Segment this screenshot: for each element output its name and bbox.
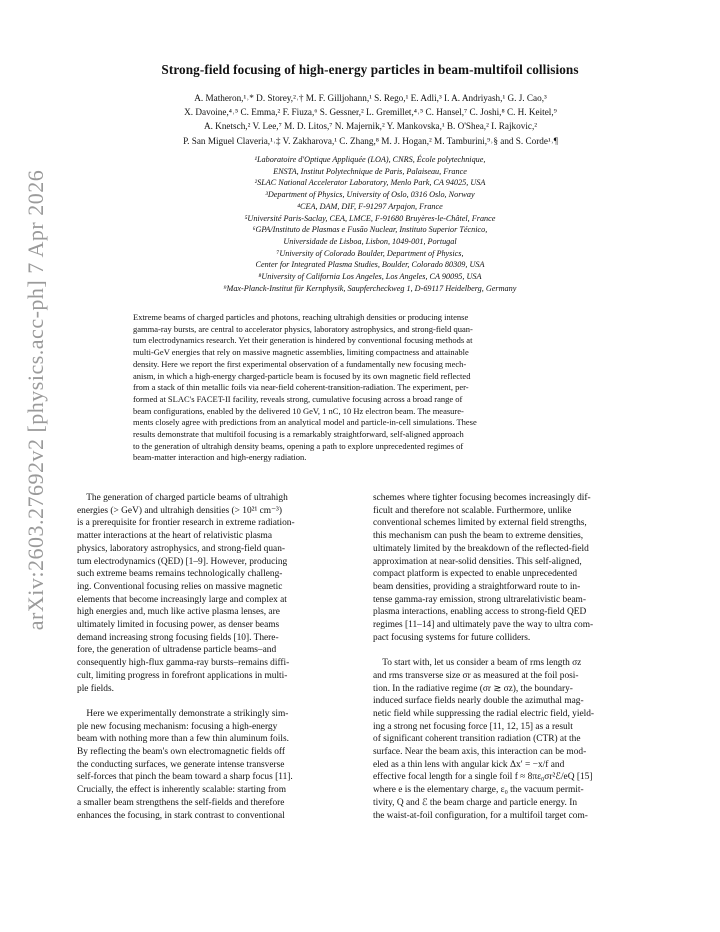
affiliation-line: ³Department of Physics, University of Oslo, 0316 Oslo, Norway (265, 190, 475, 200)
body-text-line: this mechanism can push the beam to extreme densities, (373, 531, 584, 542)
affiliation-line: ⁸University of California Los Angeles, Los Angeles, CA 90095, USA (258, 272, 482, 282)
body-text-line: Crucially, the effect is inherently scalable: starting from (77, 785, 287, 796)
affiliation-line: ⁵Université Paris-Saclay, CEA, LMCE, F-91680 Bruyères-le-Châtel, France (244, 213, 496, 223)
abstract (133, 312, 589, 464)
body-text-line: beam densities, providing a straightforward route to in- (373, 581, 581, 592)
paper-title: Strong-field focusing of high-energy particles in beam-multifoil collisions (161, 62, 579, 77)
affiliation-line: Center for Integrated Plasma Studies, Boulder, Colorado 80309, USA (255, 260, 485, 270)
body-text-line: eled as a thin lens with angular kick Δx′ = −x/f and (373, 759, 565, 770)
abstract-line: to the generation of ultrahigh density beams, opening a path to explore unprecedented regimes of (133, 440, 464, 451)
body-text-line: effective focal length for a single foil f ≈ 8πε₀σr²ℰ/eQ [15] (373, 772, 593, 783)
body-text-line: physics, laboratory astrophysics, and strong-field quan- (77, 543, 286, 554)
abstract-line: anism, in which a high-energy charged-particle beam is focused by its own magnetic field reflected (133, 370, 471, 381)
abstract-line: gamma-ray bursts, are central to accelerator physics, laboratory astrophysics, and strong-field quan- (133, 323, 473, 334)
body-text-line: By reflecting the beam's own electromagnetic fields off (77, 747, 285, 758)
body-text-line: To start with, let us consider a beam of rms length σz (373, 658, 582, 669)
body-text-line: The generation of charged particle beams of ultrahigh (77, 493, 288, 503)
body-text-line: tion. In the radiative regime (σr ≳ σz), the boundary- (373, 683, 573, 694)
body-text-line: enhances the focusing, in stark contrast to conventional (77, 810, 285, 821)
body-text-line: such extreme beams remains technologically challeng- (77, 569, 283, 580)
body-text-line: pact focusing systems for future colliders. (373, 632, 531, 643)
body-column-right (373, 492, 651, 822)
abstract-line: density. Here we report the first experimental observation of a fundamentally new focusing mech- (133, 358, 467, 369)
abstract-line: results demonstrate that multifoil focusing is a remarkably straightforward, self-aligned approach (133, 429, 464, 440)
body-text-line: self-forces that pinch the beam toward a sharp focus [11]. (77, 772, 293, 783)
author-list (78, 91, 663, 148)
body-text-line: ple fields. (77, 683, 114, 694)
abstract-line: tum electrodynamics research. Yet their generation is hindered by conventional focusing methods at (133, 335, 473, 346)
body-text-line: energies (> GeV) and ultrahigh densities (> 10²¹ cm⁻³) (77, 505, 282, 516)
body-text-line: conventional schemes limited by external field strengths, (373, 518, 587, 529)
body-text-line: Here we experimentally demonstrate a strikingly sim- (77, 708, 289, 719)
body-text-line: plasma interactions, enabling access to strong-field QED (373, 607, 587, 618)
paragraph-gap (77, 695, 355, 708)
body-text-line: ing a strong net focusing force [11, 12, 15] as a result (373, 721, 573, 732)
affiliation-line: ENSTA, Institut Polytechnique de Paris, Palaiseau, France (273, 166, 467, 176)
body-text-line: tivity, Q and ℰ the beam charge and particle energy. In (373, 797, 578, 808)
body-text-line: consequently high-flux gamma-ray bursts–remains diffi- (77, 658, 290, 669)
body-text-line: ultimately limited in focusing power, as denser beams (77, 620, 280, 631)
author-line: A. Matheron,¹˒* D. Storey,²˒† M. F. Gilljohann,¹ S. Rego,¹ E. Adli,³ I. A. Andriyash,¹ G. J. Cao,³ (194, 93, 547, 103)
author-line: P. San Miguel Claveria,¹˒‡ V. Zakharova,¹ C. Zhang,⁸ M. J. Hogan,² M. Tamburini,⁹˒§ and S. Corde¹˒¶ (183, 135, 558, 146)
paragraph-gap (373, 644, 651, 657)
author-line: A. Knetsch,² V. Lee,⁷ M. D. Litos,⁷ N. Majernik,² Y. Mankovska,¹ B. O'Shea,² I. Rajkovic,² (203, 121, 538, 132)
abstract-line: Extreme beams of charged particles and photons, reaching ultrahigh densities or producing intense (133, 312, 469, 322)
abstract-line: multi-GeV energies that rely on massive magnetic assemblies, limiting compactness and attainable (133, 347, 469, 358)
body-text-line: induced surface fields nearly double the azimuthal mag- (373, 696, 584, 707)
affiliation-line: ⁹Max-Planck-Institut für Kernphysik, Saupfercheckweg 1, D-69117 Heidelberg, Germany (223, 283, 517, 293)
body-text-line: ing. Conventional focusing relies on massive magnetic (77, 581, 283, 592)
body-text-line: netic field while suppressing the radial electric field, yield- (373, 708, 595, 719)
body-text-line: ultimately limited by the breakdown of the reflected-field (373, 543, 589, 554)
body-text-line: regimes [11–14] and ultimately pave the way to ultra com- (373, 620, 594, 631)
affiliation-line: ¹Laboratoire d'Optique Appliquée (LOA), CNRS, École polytechnique, (254, 155, 486, 164)
body-text-line: approximation at near-solid densities. This self-aligned, (373, 556, 582, 567)
affiliation-line: Universidade de Lisboa, Lisbon, 1049-001, Portugal (283, 236, 457, 246)
body-text-line: where e is the elementary charge, ε₀ the vacuum permit- (373, 785, 584, 796)
body-column-left (77, 492, 355, 822)
body-text-line: is a prerequisite for frontier research in extreme radiation- (77, 518, 295, 529)
affiliation-line: ⁶GPA/Instituto de Plasmas e Fusão Nuclear, Instituto Superior Técnico, (252, 225, 488, 235)
body-text-line: elements that become increasingly large and complex at (77, 594, 287, 605)
body-text-line: ple new focusing mechanism: focusing a high-energy (77, 721, 278, 732)
body-text-line: of significant coherent transition radiation (CTR) at the (373, 734, 581, 745)
abstract-line: beam configurations, enabled by the delivered 10 GeV, 1 nC, 10 Hz electron beam. The measure- (133, 405, 464, 416)
body-text-line: schemes where tighter focusing becomes increasingly dif- (373, 493, 591, 503)
arxiv-identifier[interactable]: arXiv:2603.27692v2 [physics.acc-ph] 7 Apr 2026 (23, 169, 49, 631)
body-text-line: tum electrodynamics (QED) [1–9]. However, producing (77, 556, 288, 567)
body-text-line: cult, limiting progress in forefront applications in multi- (77, 670, 288, 681)
abstract-line: formed at SLAC's FACET-II facility, reveals strong, cumulative focusing across a broad range of (133, 393, 463, 404)
body-text-line: the waist-at-foil configuration, for a multifoil target com- (373, 810, 588, 821)
abstract-line: beam-matter interaction and high-energy radiation. (133, 452, 307, 463)
affiliation-list (110, 154, 630, 294)
abstract-line: ments closely agree with predictions from an analytical model and particle-in-cell simulations. These (133, 417, 477, 428)
body-text-line: compact platform is expected to enable unprecedented (373, 569, 578, 580)
body-text-line: a smaller beam strengthens the self-fields and therefore (77, 797, 285, 808)
body-text-line: matter interactions at the heart of relativistic plasma (77, 531, 272, 542)
body-text-line: surface. Near the beam axis, this interaction can be mod- (373, 747, 587, 758)
affiliation-line: ⁷University of Colorado Boulder, Department of Physics, (276, 248, 464, 258)
abstract-line: from a stack of thin metallic foils via near-field coherent-transition-radiation. The experiment, per- (133, 382, 469, 393)
body-text-line: ficult and therefore not scalable. Furthermore, unlike (373, 505, 572, 516)
body-text-line: beam with nothing more than a few thin aluminum foils. (77, 734, 289, 745)
body-text-line: fore, the generation of ultradense particle beams–and (77, 645, 277, 656)
body-text-line: and rms transverse size σr as measured at the foil posi- (373, 670, 579, 681)
body-text-line: high energies and, much like active plasma lenses, are (77, 607, 280, 618)
body-text-line: the conducting surfaces, we generate intense transverse (77, 759, 285, 770)
body-text-line: demand increasing strong focusing fields [10]. There- (77, 632, 279, 643)
arxiv-side-stamp (14, 120, 58, 680)
body-text-line: tense gamma-ray emission, strong ultrarelativistic beam- (373, 594, 586, 605)
affiliation-line: ⁴CEA, DAM, DIF, F-91297 Arpajon, France (297, 201, 443, 211)
affiliation-line: ²SLAC National Accelerator Laboratory, Menlo Park, CA 94025, USA (254, 178, 486, 188)
author-line: X. Davoine,⁴˒⁵ C. Emma,² F. Fiuza,⁶ S. Gessner,² L. Gremillet,⁴˒⁵ C. Hansel,⁷ C. Joshi,⁸ C. H. Keitel,⁹ (184, 107, 557, 118)
